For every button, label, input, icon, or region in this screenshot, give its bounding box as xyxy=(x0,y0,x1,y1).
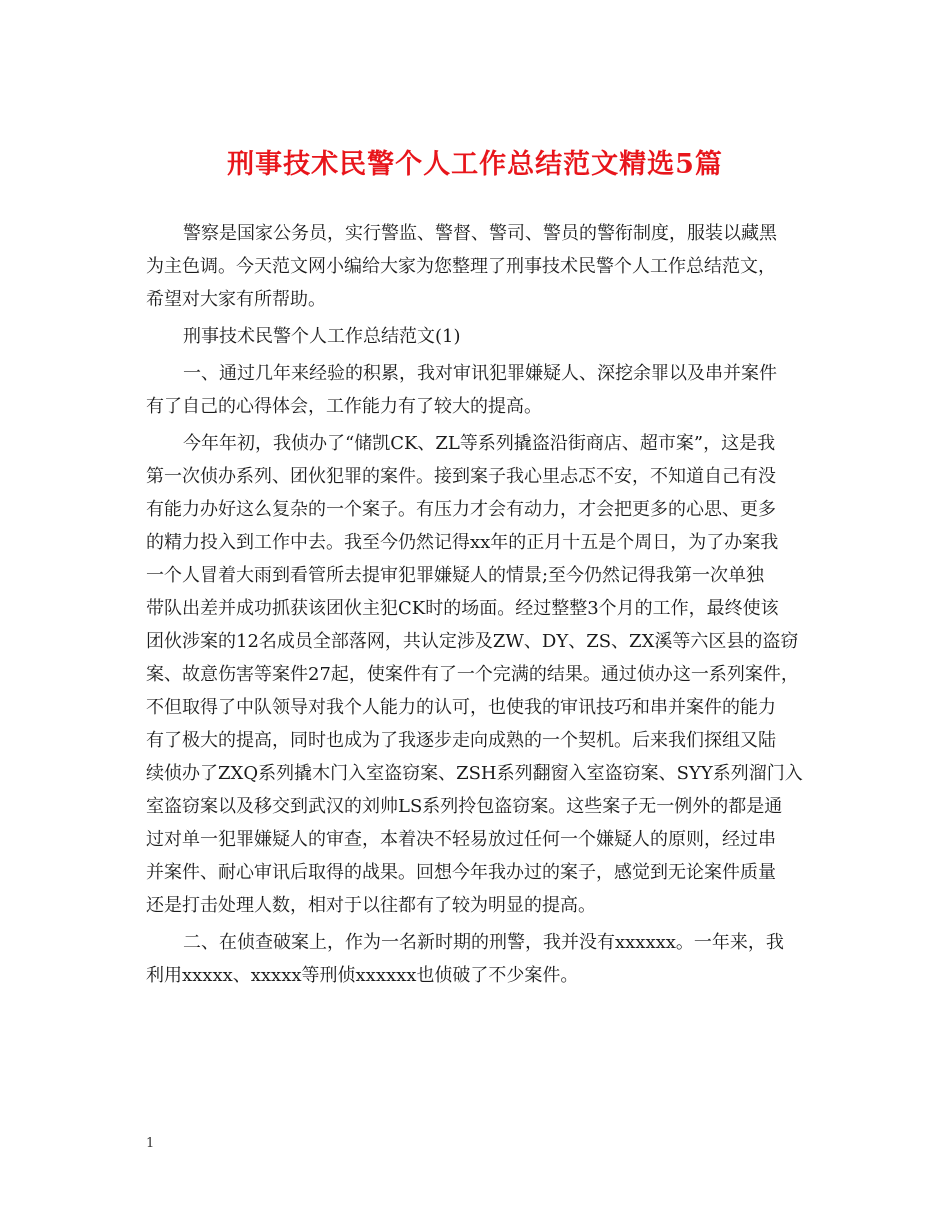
text-line: 利用xxxxx、xxxxx等刑侦xxxxxx也侦破了不少案件。 xyxy=(146,965,579,986)
text-line: 希望对大家有所帮助。 xyxy=(146,289,326,310)
document-title: 刑事技术民警个人工作总结范文精选5篇 xyxy=(227,149,723,180)
paragraph xyxy=(146,357,816,423)
text-line: 案、故意伤害等案件27起，使案件有了一个完满的结果。通过侦办这一系列案件， xyxy=(146,664,799,685)
text-line: 团伙涉案的12名成员全部落网，共认定涉及ZW、DY、ZS、ZX溪等六区县的盗窃 xyxy=(146,631,799,652)
text-line: 还是打击处理人数，相对于以往都有了较为明显的提高。 xyxy=(146,895,596,916)
text-line: 今年年初，我侦办了“储凯CK、ZL等系列撬盗沿街商店、超市案”，这是我 xyxy=(183,433,776,454)
text-line: 续侦办了ZXQ系列撬木门入室盗窃案、ZSH系列翻窗入室盗窃案、SYY系列溜门入 xyxy=(146,763,803,784)
text-line: 不但取得了中队领导对我个人能力的认可，也使我的审讯技巧和串并案件的能力 xyxy=(146,697,776,718)
text-line: 为主色调。今天范文网小编给大家为您整理了刑事技术民警个人工作总结范文， xyxy=(146,256,776,277)
text-line: 刑事技术民警个人工作总结范文(1) xyxy=(183,326,461,347)
paragraph xyxy=(146,320,816,353)
text-line: 第一次侦办系列、团伙犯罪的案件。接到案子我心里忐忑不安，不知道自己有没 xyxy=(146,466,776,487)
text-line: 一个人冒着大雨到看管所去提审犯罪嫌疑人的情景;至今仍然记得我第一次单独 xyxy=(146,565,765,586)
text-line: 有了极大的提高，同时也成为了我逐步走向成熟的一个契机。后来我们探组又陆 xyxy=(146,730,776,751)
text-line: 有了自己的心得体会，工作能力有了较大的提高。 xyxy=(146,396,542,417)
text-line: 的精力投入到工作中去。我至今仍然记得xx年的正月十五是个周日，为了办案我 xyxy=(146,532,779,553)
text-line: 二、在侦查破案上，作为一名新时期的刑警，我并没有xxxxxx。一年来，我 xyxy=(183,932,784,953)
document-body xyxy=(146,217,816,992)
paragraph xyxy=(146,427,816,922)
text-line: 一、通过几年来经验的积累，我对审讯犯罪嫌疑人、深挖余罪以及串并案件 xyxy=(183,363,777,384)
text-line: 并案件、耐心审讯后取得的战果。回想今年我办过的案子，感觉到无论案件质量 xyxy=(146,862,776,883)
text-line: 带队出差并成功抓获该团伙主犯CK时的场面。经过整整3个月的工作，最终使该 xyxy=(146,598,779,619)
page-number: 1 xyxy=(146,1136,155,1151)
text-line: 有能力办好这么复杂的一个案子。有压力才会有动力，才会把更多的心思、更多 xyxy=(146,499,776,520)
text-line: 过对单一犯罪嫌疑人的审查，本着决不轻易放过任何一个嫌疑人的原则，经过串 xyxy=(146,829,776,850)
text-line: 警察是国家公务员，实行警监、警督、警司、警员的警衔制度，服装以藏黑 xyxy=(183,223,777,244)
paragraph xyxy=(146,926,816,992)
text-line: 室盗窃案以及移交到武汉的刘帅LS系列拎包盗窃案。这些案子无一例外的都是通 xyxy=(146,796,783,817)
paragraph xyxy=(146,217,816,316)
